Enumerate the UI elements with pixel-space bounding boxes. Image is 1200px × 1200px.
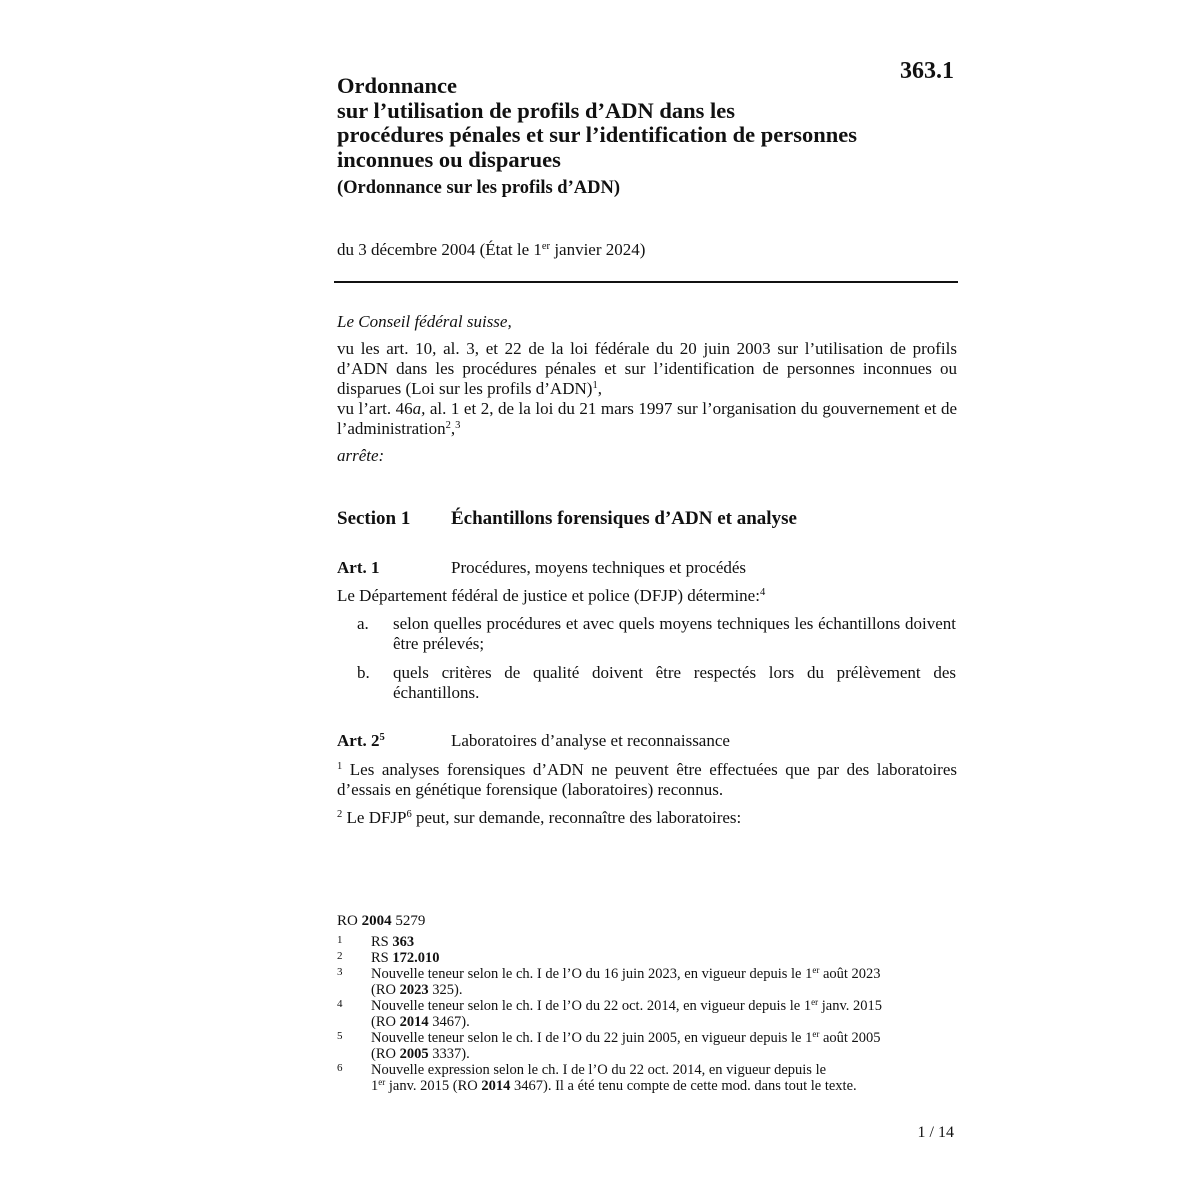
footnote-3: [371, 966, 961, 998]
vu2-italic: a,: [412, 399, 426, 418]
list-item: selon quelles procédures et avec quels moyens techniques les échantillons doivent être prélevés;: [393, 614, 956, 653]
fn4-ro: (RO: [371, 1014, 400, 1031]
fn2-text: RS: [371, 950, 393, 966]
date-superscript: er: [541, 241, 551, 253]
fn6-text: Nouvelle expression selon le ch. I de l’O du 22 oct. 2014, en vigueur depuis le: [371, 1062, 827, 1078]
fn3-sup: er: [812, 965, 820, 976]
fn3-page: 325).: [428, 982, 463, 999]
footnote-number: 3: [337, 966, 343, 978]
ro-year: 2004: [361, 913, 392, 929]
fn5-text: Nouvelle teneur selon le ch. I de l’O du 22 juin 2005, en vigueur depuis le 1: [371, 1030, 813, 1046]
document-title: [337, 74, 937, 172]
fn1-text: RS: [371, 934, 393, 950]
article-2-paragraph-2: [337, 808, 741, 828]
title-line: Ordonnance: [337, 73, 458, 98]
preamble-vu-2: [337, 399, 957, 439]
fn6-day: 1: [371, 1078, 379, 1095]
date-suffix: janvier 2024): [550, 240, 646, 259]
fn5-ro: (RO: [371, 1046, 400, 1063]
footnote-number: 5: [337, 1030, 343, 1042]
section-title: Échantillons forensiques d’ADN et analyse: [451, 508, 797, 529]
date-line: [337, 240, 645, 260]
footnote-number: 1: [337, 934, 343, 946]
fn4-year: 2014: [399, 1014, 429, 1031]
footnote-ref-5[interactable]: 5: [379, 732, 385, 744]
article-2-paragraph-1: [337, 760, 957, 800]
fn4-sup: er: [811, 997, 819, 1008]
fn5-date: août 2005: [819, 1030, 881, 1046]
article-1-label: Art. 1: [337, 558, 380, 577]
fn4-text: Nouvelle teneur selon le ch. I de l’O du 22 oct. 2014, en vigueur depuis le 1: [371, 998, 812, 1014]
date-prefix: du 3 décembre 2004 (État le 1: [337, 240, 542, 259]
paragraph-number: 1: [337, 761, 343, 773]
paragraph-number: 2: [337, 809, 343, 821]
vu1-end: ,: [597, 379, 602, 398]
fn3-text: Nouvelle teneur selon le ch. I de l’O du 16 juin 2023, en vigueur depuis le 1: [371, 966, 813, 982]
council-heading: Le Conseil fédéral suisse,: [337, 312, 512, 331]
fn3-year: 2023: [399, 982, 429, 999]
footnote-6: [371, 1062, 961, 1094]
fn6-date: janv. 2015 (RO: [385, 1078, 482, 1095]
fn5-sup: er: [812, 1029, 820, 1040]
article-2-label: [337, 731, 385, 751]
art2-p2-text-a: Le DFJP: [342, 808, 407, 827]
footnote-5: [371, 1030, 961, 1062]
fn6-rest: 3467). Il a été tenu compte de cette mod. dans tout le texte.: [510, 1078, 857, 1095]
footnote-1: [371, 934, 961, 950]
article-1-title: Procédures, moyens techniques et procédés: [451, 558, 747, 577]
footnote-4: [371, 998, 961, 1030]
document-number: 363.1: [900, 58, 954, 84]
footnote-number: 6: [337, 1062, 343, 1074]
fn2-ref: 172.010: [392, 950, 440, 966]
fn1-ref: 363: [392, 934, 415, 950]
ro-page: 5279: [391, 913, 426, 929]
footnote-ref-6[interactable]: 6: [406, 809, 412, 821]
article-2-title: Laboratoires d’analyse et reconnaissance: [451, 731, 730, 750]
art2-label-text: Art. 2: [337, 731, 380, 750]
ro-prefix: RO: [337, 913, 362, 929]
list-item-marker: b.: [357, 663, 370, 682]
fn4-date: janv. 2015: [818, 998, 883, 1014]
art2-p1-text: Les analyses forensiques d’ADN ne peuvent être effectuées que par des laboratoires d’essais en génétique forensique (laboratoires) reconnus.: [337, 760, 957, 799]
document-short-title: (Ordonnance sur les profils d’ADN): [337, 178, 621, 198]
footnote-number: 4: [337, 998, 343, 1010]
title-line: sur l’utilisation de profils d’ADN dans les: [337, 97, 735, 123]
header-divider: [334, 281, 958, 283]
ro-reference: [337, 913, 425, 930]
art2-p2-text-b: peut, sur demande, reconnaître des laboratoires:: [411, 808, 742, 827]
footnote-ref-3[interactable]: 3: [455, 420, 461, 432]
footnote-ref-1[interactable]: 1: [592, 380, 598, 392]
fn4-page: 3467).: [428, 1014, 470, 1031]
fn3-ro: (RO: [371, 982, 400, 999]
fn6-year: 2014: [481, 1078, 511, 1095]
list-item: quels critères de qualité doivent être respectés lors du prélèvement des échantillons.: [393, 663, 956, 702]
article-1-intro: [337, 586, 765, 606]
title-line: procédures pénales et sur l’identification de personnes: [337, 122, 858, 147]
title-line: inconnues ou disparues: [337, 146, 561, 172]
vu1-text: vu les art. 10, al. 3, et 22 de la loi fédérale du 20 juin 2003 sur l’utilisation de profils d’ADN dans les procédures pénales et sur l’identification de personnes inconnues ou disparues (Loi sur les profils d’ADN): [337, 339, 957, 398]
fn3-date: août 2023: [819, 966, 881, 982]
arrete: arrête:: [337, 446, 385, 465]
vu2-text-b: al. 1 et 2, de la loi du 21 mars 1997 sur l’organisation du gouvernement et de l’administration: [337, 399, 957, 438]
page-number: 1 / 14: [917, 1124, 954, 1141]
vu2-comma: ,: [450, 419, 456, 438]
fn5-page: 3337).: [428, 1046, 470, 1063]
footnote-number: 2: [337, 950, 343, 962]
fn6-sup: er: [378, 1077, 386, 1088]
art1-intro-text: Le Département fédéral de justice et police (DFJP) détermine:: [337, 586, 760, 605]
list-item-marker: a.: [357, 614, 369, 633]
footnote-ref-4[interactable]: 4: [759, 587, 766, 599]
vu2-text-a: vu l’art. 46: [337, 399, 413, 418]
footnote-2: [371, 950, 961, 966]
footnote-ref-2[interactable]: 2: [445, 420, 451, 432]
preamble-vu-1: [337, 339, 957, 399]
section-label: Section 1: [337, 508, 411, 529]
fn5-year: 2005: [399, 1046, 429, 1063]
